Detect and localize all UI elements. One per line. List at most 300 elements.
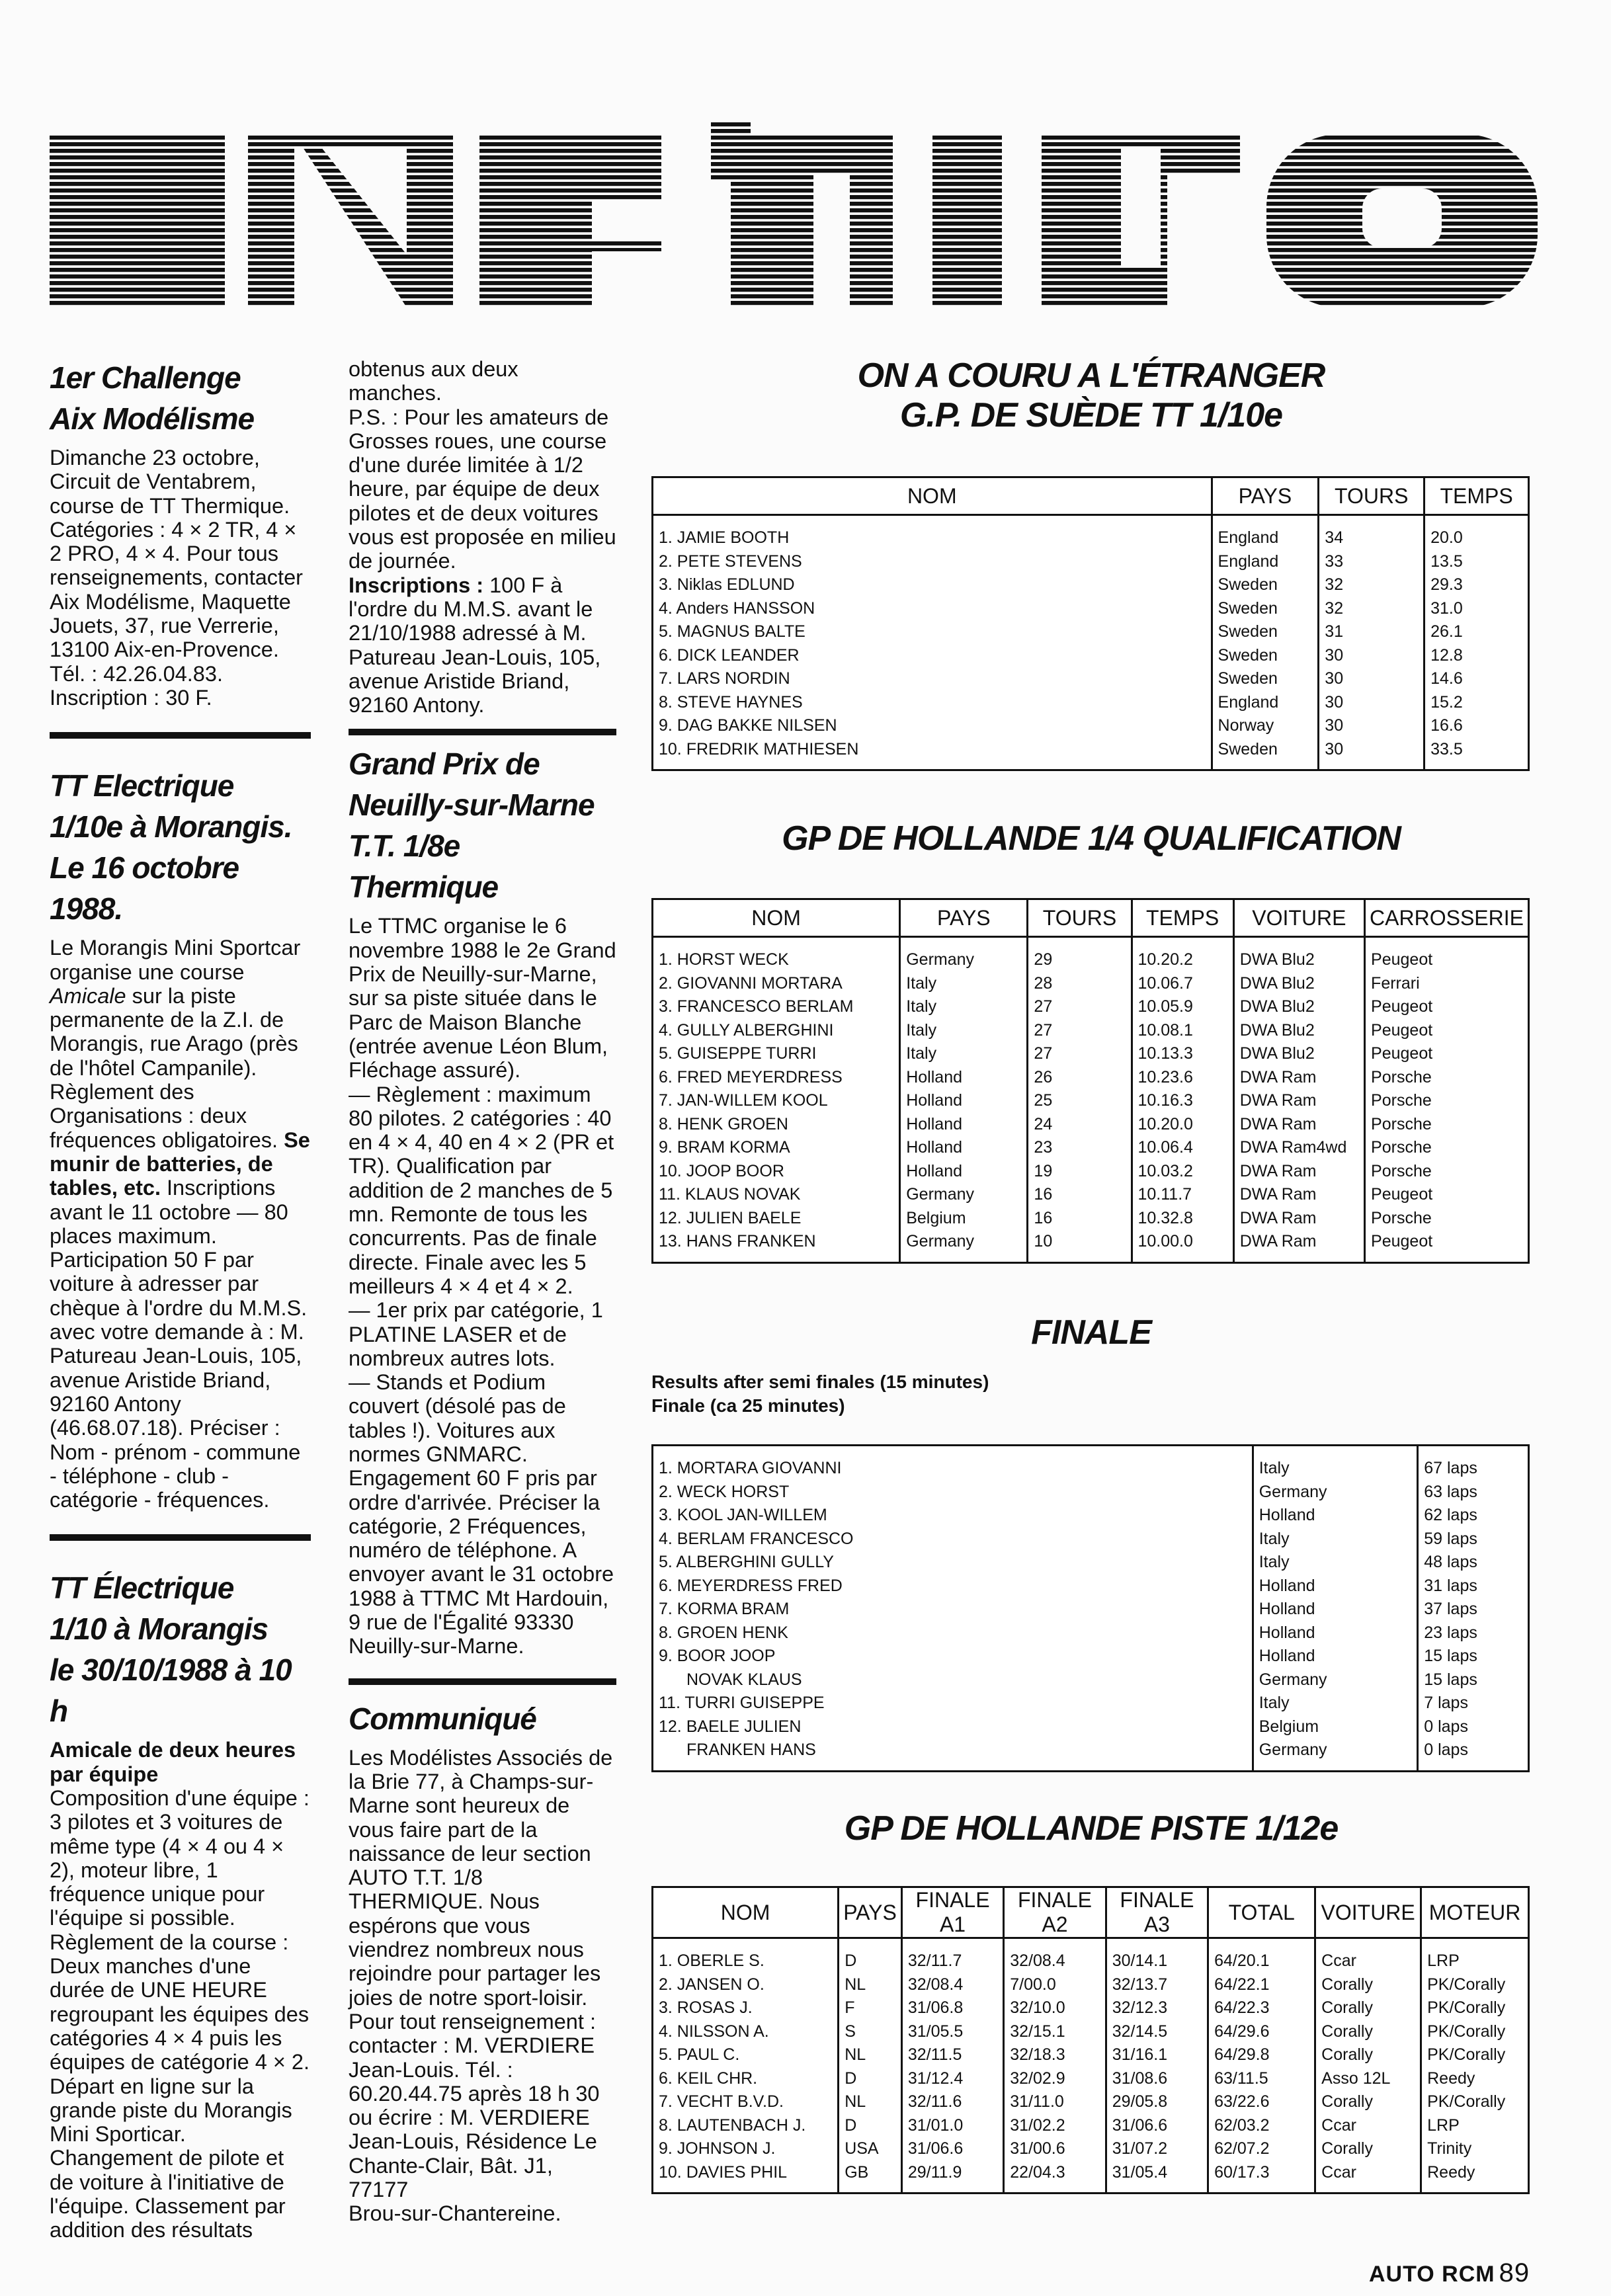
table-cell: 10.32.8 — [1132, 1207, 1233, 1231]
table-row — [653, 620, 1529, 644]
table-cell: 32/10.0 — [1004, 1996, 1106, 2020]
table-cell: 31/02.2 — [1004, 2114, 1106, 2138]
table-cell: Asso 12L — [1315, 2067, 1421, 2091]
table-row — [653, 714, 1529, 738]
table-cell: 6. DICK LEANDER — [659, 645, 800, 665]
table-cell: Germany — [1253, 1481, 1418, 1504]
table-row — [653, 1739, 1529, 1771]
column-header: TOURS — [1028, 899, 1132, 937]
table-cell: 10. JOOP BOOR — [659, 1161, 784, 1180]
table-cell: 14.6 — [1425, 667, 1529, 691]
table-row — [653, 1621, 1529, 1645]
table-cell: DWA Ram — [1233, 1230, 1364, 1262]
table-cell: 10 — [1028, 1230, 1132, 1262]
title-line: Neuilly-sur-Marne — [349, 788, 595, 823]
table-cell: Peugeot — [1365, 1230, 1529, 1262]
table-cell: Belgium — [900, 1207, 1028, 1231]
table-cell: 6. MEYERDRESS FRED — [659, 1576, 843, 1595]
table-cell: Holland — [900, 1066, 1028, 1090]
table-cell: 5. GUISEPPE TURRI — [659, 1044, 817, 1063]
table-cell: 5. MAGNUS BALTE — [659, 622, 806, 641]
table-cell: 4. NILSSON A. — [659, 2022, 769, 2041]
suede-section — [651, 356, 1531, 435]
table-row — [653, 1019, 1529, 1043]
table-cell: 10.06.4 — [1132, 1136, 1233, 1160]
table-cell: 9. BRAM KORMA — [659, 1138, 790, 1157]
table-cell: 3. FRANCESCO BERLAM — [659, 997, 854, 1016]
title-line: ON A COURU A L'ÉTRANGER — [857, 356, 1325, 395]
table-cell: 64/20.1 — [1208, 1938, 1315, 1973]
table-cell: Germany — [900, 1183, 1028, 1207]
table-cell: 8. STEVE HAYNES — [659, 692, 803, 712]
table-cell: PK/Corally — [1421, 2020, 1529, 2044]
table-cell: 10.23.6 — [1132, 1066, 1233, 1090]
article-title — [50, 1567, 311, 1731]
table-cell: 6. KEIL CHR. — [659, 2069, 758, 2088]
table-cell: DWA Ram — [1233, 1160, 1364, 1184]
table-cell: 60/17.3 — [1208, 2161, 1315, 2194]
table-cell: 9. DAG BAKKE NILSEN — [659, 716, 837, 735]
table-cell: 32/15.1 — [1004, 2020, 1106, 2044]
table-row — [653, 1551, 1529, 1575]
table-cell: Sweden — [1212, 597, 1319, 621]
section-title: GP DE HOLLANDE 1/4 QUALIFICATION — [782, 819, 1401, 858]
table-cell: DWA Blu2 — [1233, 1019, 1364, 1043]
table-cell: Holland — [900, 1136, 1028, 1160]
table-row — [653, 1042, 1529, 1066]
table-row — [653, 1113, 1529, 1137]
title-line: Aix Modélisme — [50, 401, 255, 436]
table-cell: 13. HANS FRANKEN — [659, 1232, 816, 1250]
table-cell: 10.03.2 — [1132, 1160, 1233, 1184]
table-cell: 32/08.4 — [1004, 1938, 1106, 1973]
table-cell: PK/Corally — [1421, 1973, 1529, 1997]
table-cell: 2. PETE STEVENS — [659, 552, 802, 571]
table-cell: Germany — [1253, 1739, 1418, 1771]
table-cell: Porsche — [1365, 1113, 1529, 1137]
table-cell: Germany — [1253, 1668, 1418, 1692]
article-communique — [349, 1698, 616, 2226]
table-row — [653, 1504, 1529, 1528]
table-cell: 31/06.6 — [1106, 2114, 1208, 2138]
section-divider — [349, 1678, 616, 1685]
table-row — [653, 597, 1529, 621]
hollande-qualif-section — [651, 819, 1531, 858]
table-cell: DWA Blu2 — [1233, 937, 1364, 972]
table-cell: DWA Ram4wd — [1233, 1136, 1364, 1160]
table-cell: 10.16.3 — [1132, 1089, 1233, 1113]
table-cell: 64/29.8 — [1208, 2043, 1315, 2067]
table-cell: 4. GULLY ALBERGHINI — [659, 1020, 834, 1040]
table-cell: 15 laps — [1418, 1668, 1529, 1692]
table-cell: 1. MORTARA GIOVANNI — [659, 1459, 842, 1477]
piste-section — [651, 1809, 1531, 1848]
column-header: NOM — [653, 899, 900, 937]
body-bold: Se munir de batteries, de tables, etc. — [50, 1128, 310, 1200]
table-cell: Ccar — [1315, 2161, 1421, 2194]
table-row — [653, 1183, 1529, 1207]
article-challenge-aix — [50, 357, 311, 710]
table-cell: LRP — [1421, 1938, 1529, 1973]
table-cell: Porsche — [1365, 1136, 1529, 1160]
table-cell: 7. LARS NORDIN — [659, 669, 790, 688]
column-middle — [349, 357, 616, 2226]
title-line: 1er Challenge — [50, 360, 241, 395]
table-cell: Sweden — [1212, 644, 1319, 668]
table-cell: 8. GROEN HENK — [659, 1623, 788, 1642]
table-row — [653, 2020, 1529, 2044]
table-row — [653, 2043, 1529, 2067]
table-cell: 37 laps — [1418, 1598, 1529, 1621]
table-cell: 59 laps — [1418, 1528, 1529, 1551]
table-cell: 27 — [1028, 995, 1132, 1019]
table-row — [653, 2137, 1529, 2161]
table-cell: 3. KOOL JAN-WILLEM — [659, 1506, 827, 1524]
table-cell: 1. OBERLE S. — [659, 1951, 764, 1970]
article-gp-neuilly — [349, 743, 616, 1658]
table-cell: Corally — [1315, 1996, 1421, 2020]
table-cell: DWA Ram — [1233, 1207, 1364, 1231]
table-cell: Porsche — [1365, 1207, 1529, 1231]
table-cell: NL — [839, 2090, 902, 2114]
column-header: TEMPS — [1132, 899, 1233, 937]
suede-results-table — [651, 476, 1530, 771]
table-cell: 48 laps — [1418, 1551, 1529, 1575]
body-text: obtenus aux deux manches. P.S. : Pour les amateurs de Grosses roues, une course d'une durée limitée à 1/2 heure, par équipe de deux pilotes et de deux voitures vous est proposée en milieu de journée. — [349, 357, 616, 573]
table-cell: 31 — [1319, 620, 1425, 644]
column-header: TEMPS — [1425, 477, 1529, 515]
column-header: VOITURE — [1315, 1887, 1421, 1938]
table-row — [653, 937, 1529, 972]
table-row — [653, 2090, 1529, 2114]
table-cell: 23 laps — [1418, 1621, 1529, 1645]
table-cell: Holland — [1253, 1645, 1418, 1668]
table-cell: Italy — [1253, 1551, 1418, 1575]
body-bold: Inscriptions : — [349, 573, 484, 597]
article-body: Composition d'une équipe : 3 pilotes et 3 voitures de même type (4 × 4 ou 4 × 2), moteur libre, 1 fréquence unique pour l'équipe si possible. Règlement de la course : Deux manches d'une durée de UNE HEURE regroupant les équipes des catégories 4 × 4 puis les équipes de catégorie 4 × 2. Départ en ligne sur la grande piste du Morangis Mini Sporticar. Changement de pilote et de voiture à l'initiative de l'équipe. Classement par addition des résultats — [50, 1785, 310, 2242]
title-line: TT Électrique — [50, 1571, 234, 1606]
table-cell: Corally — [1315, 2043, 1421, 2067]
table-cell: England — [1212, 691, 1319, 715]
table-row — [653, 995, 1529, 1019]
table-cell: 10.13.3 — [1132, 1042, 1233, 1066]
table-cell: 10. DAVIES PHIL — [659, 2162, 788, 2182]
body-emphasis: Amicale — [50, 983, 126, 1008]
table-cell: 31 laps — [1418, 1575, 1529, 1598]
table-cell: Porsche — [1365, 1160, 1529, 1184]
table-header-row — [653, 1887, 1529, 1938]
table-cell: Italy — [900, 995, 1028, 1019]
table-cell: Italy — [900, 972, 1028, 996]
table-cell: Belgium — [1253, 1715, 1418, 1739]
table-row — [653, 1973, 1529, 1997]
table-cell: 31/01.0 — [901, 2114, 1003, 2138]
table-cell: 34 — [1319, 515, 1425, 550]
table-cell: 62 laps — [1418, 1504, 1529, 1528]
section-divider — [50, 1534, 311, 1541]
table-cell: 23 — [1028, 1136, 1132, 1160]
table-cell: 25 — [1028, 1089, 1132, 1113]
finale-section — [651, 1313, 1531, 1352]
table-cell: Holland — [900, 1160, 1028, 1184]
table-cell: Holland — [1253, 1575, 1418, 1598]
table-cell: 7. JAN-WILLEM KOOL — [659, 1091, 828, 1110]
table-cell: Trinity — [1421, 2137, 1529, 2161]
article-body-continued — [349, 357, 616, 717]
table-cell: NOVAK KLAUS — [686, 1670, 802, 1689]
section-divider — [50, 732, 311, 739]
title-line: Grand Prix de — [349, 747, 540, 782]
article-subtitle: Amicale de deux heures par équipe — [50, 1738, 296, 1786]
table-cell: 4. Anders HANSSON — [659, 598, 815, 618]
table-row — [653, 1446, 1529, 1481]
table-row — [653, 515, 1529, 550]
table-cell: Holland — [900, 1089, 1028, 1113]
table-cell: Italy — [1253, 1692, 1418, 1715]
infauto-logo — [50, 122, 1538, 321]
table-cell: 32/02.9 — [1004, 2067, 1106, 2091]
table-row — [653, 1668, 1529, 1692]
table-cell: Norway — [1212, 714, 1319, 738]
table-cell: PK/Corally — [1421, 2090, 1529, 2114]
table-cell: 3. ROSAS J. — [659, 1998, 753, 2017]
table-row — [653, 2067, 1529, 2091]
table-cell: 32/11.5 — [901, 2043, 1003, 2067]
table-cell: 8. HENK GROEN — [659, 1114, 788, 1133]
table-cell: 62/03.2 — [1208, 2114, 1315, 2138]
table-cell: 30 — [1319, 691, 1425, 715]
table-cell: 2. JANSEN O. — [659, 1975, 764, 1994]
article-tt-electrique-30oct — [50, 1567, 311, 2242]
body-text: Le Morangis Mini Sportcar organise une course — [50, 936, 301, 984]
table-row — [653, 1692, 1529, 1715]
article-title — [50, 765, 311, 929]
table-cell: 10.05.9 — [1132, 995, 1233, 1019]
table-cell: NL — [839, 2043, 902, 2067]
section-divider — [349, 729, 616, 735]
table-cell: 10.20.0 — [1132, 1113, 1233, 1137]
finale-note: Finale (ca 25 minutes) — [651, 1395, 845, 1416]
table-cell: 26.1 — [1425, 620, 1529, 644]
finale-note: Results after semi finales (15 minutes) — [651, 1372, 989, 1392]
table-cell: 64/29.6 — [1208, 2020, 1315, 2044]
table-cell: DWA Blu2 — [1233, 1042, 1364, 1066]
article-title — [349, 743, 616, 907]
table-cell: 31/11.0 — [1004, 2090, 1106, 2114]
table-row — [653, 1230, 1529, 1262]
table-cell: 10. FREDRIK MATHIESEN — [659, 739, 859, 758]
table-cell: 15.2 — [1425, 691, 1529, 715]
table-cell: D — [839, 2114, 902, 2138]
table-cell: Corally — [1315, 2090, 1421, 2114]
column-left — [50, 357, 311, 2242]
column-header: FINALE A3 — [1106, 1887, 1208, 1938]
table-cell: 32/11.6 — [901, 2090, 1003, 2114]
article-body: Les Modélistes Associés de la Brie 77, à Champs-sur-Marne sont heureux de vous faire part de la naissance de leur section AUTO T.T. 1/8 THERMIQUE. Nous espérons que vous viendrez nombreux nous rejoindre pour partager les joies de notre sport-loisir. Pour tout renseignement : contacter : M. VERDIERE Jean-Louis. Tél. : 60.20.44.75 après 18 h 30 ou écrire : M. VERDIERE Jean-Louis, Résidence Le Chante-Clair, Bât. J1, 77177 Brou-sur-Chantereine. — [349, 1745, 613, 2226]
table-cell: Holland — [1253, 1504, 1418, 1528]
section-title: GP DE HOLLANDE PISTE 1/12e — [844, 1809, 1339, 1848]
table-cell: 63/11.5 — [1208, 2067, 1315, 2091]
table-cell: 28 — [1028, 972, 1132, 996]
table-cell: 7 laps — [1418, 1692, 1529, 1715]
table-cell: 7. KORMA BRAM — [659, 1600, 790, 1618]
table-row — [653, 1528, 1529, 1551]
table-row — [653, 1207, 1529, 1231]
table-cell: Holland — [1253, 1598, 1418, 1621]
table-cell: 31/06.8 — [901, 1996, 1003, 2020]
table-cell: Ccar — [1315, 2114, 1421, 2138]
table-cell: NL — [839, 1973, 902, 1997]
table-cell: 10.08.1 — [1132, 1019, 1233, 1043]
table-cell: D — [839, 1938, 902, 1973]
table-cell: 32/08.4 — [901, 1973, 1003, 1997]
table-cell: Corally — [1315, 2137, 1421, 2161]
table-cell: Ccar — [1315, 1938, 1421, 1973]
table-cell: 9. BOOR JOOP — [659, 1647, 776, 1665]
table-cell: 31/16.1 — [1106, 2043, 1208, 2067]
section-title: FINALE — [1031, 1313, 1151, 1352]
body-text: 100 F à l'ordre du M.M.S. avant le 21/10/1988 adressé à M. Patureau Jean-Louis, 105, avenue Aristide Briand, 92160 Antony. — [349, 573, 601, 718]
finale-notes — [651, 1370, 989, 1418]
table-cell: 2. WECK HORST — [659, 1482, 790, 1501]
table-cell: Sweden — [1212, 667, 1319, 691]
table-cell: FRANKEN HANS — [686, 1741, 816, 1759]
table-cell: 4. BERLAM FRANCESCO — [659, 1529, 854, 1548]
column-header: PAYS — [839, 1887, 902, 1938]
column-header: PAYS — [1212, 477, 1319, 515]
page-footer — [1369, 2258, 1530, 2288]
table-cell: 32/18.3 — [1004, 2043, 1106, 2067]
table-cell: 32 — [1319, 597, 1425, 621]
column-header: VOITURE — [1233, 899, 1364, 937]
table-row — [653, 1645, 1529, 1668]
table-cell: Porsche — [1365, 1089, 1529, 1113]
column-header: FINALE A2 — [1004, 1887, 1106, 1938]
table-cell: 31/12.4 — [901, 2067, 1003, 2091]
table-row — [653, 738, 1529, 770]
title-line: 1/10e à Morangis. — [50, 809, 292, 844]
column-header: NOM — [653, 477, 1212, 515]
table-cell: DWA Ram — [1233, 1113, 1364, 1137]
table-cell: Italy — [900, 1019, 1028, 1043]
column-header: PAYS — [900, 899, 1028, 937]
table-cell: 29 — [1028, 937, 1132, 972]
column-header: TOURS — [1319, 477, 1425, 515]
table-cell: 10.20.2 — [1132, 937, 1233, 972]
table-cell: Peugeot — [1365, 995, 1529, 1019]
table-row — [653, 1136, 1529, 1160]
table-cell: GB — [839, 2161, 902, 2194]
table-cell: 12.8 — [1425, 644, 1529, 668]
table-cell: Italy — [1253, 1446, 1418, 1481]
table-cell: 31/05.5 — [901, 2020, 1003, 2044]
table-cell: PK/Corally — [1421, 1996, 1529, 2020]
table-cell: Sweden — [1212, 738, 1319, 770]
hollande-qualif-table — [651, 898, 1530, 1264]
table-cell: Holland — [1253, 1621, 1418, 1645]
table-cell: 13.5 — [1425, 550, 1529, 574]
table-row — [653, 644, 1529, 668]
table-row — [653, 550, 1529, 574]
table-row — [653, 1715, 1529, 1739]
table-cell: S — [839, 2020, 902, 2044]
table-row — [653, 573, 1529, 597]
table-cell: Italy — [1253, 1528, 1418, 1551]
table-cell: 3. Niklas EDLUND — [659, 575, 795, 594]
table-cell: 10.00.0 — [1132, 1230, 1233, 1262]
table-cell: Reedy — [1421, 2067, 1529, 2091]
table-row — [653, 2161, 1529, 2194]
section-title — [651, 356, 1531, 435]
finale-results-table — [651, 1444, 1530, 1772]
table-cell: 31/08.6 — [1106, 2067, 1208, 2091]
table-row — [653, 667, 1529, 691]
title-line: TT Electrique — [50, 768, 234, 803]
table-cell: 31/07.2 — [1106, 2137, 1208, 2161]
table-row — [653, 1598, 1529, 1621]
title-line: 1/10 à Morangis — [50, 1612, 268, 1647]
piste-results-table — [651, 1886, 1530, 2194]
table-cell: 31/05.4 — [1106, 2161, 1208, 2194]
table-cell: 33 — [1319, 550, 1425, 574]
table-cell: DWA Blu2 — [1233, 972, 1364, 996]
body-text: Inscriptions avant le 11 octobre — 80 places maximum. Participation 50 F par voiture à adresser par chèque à l'ordre du M.M.S. avec votre demande à : M. Patureau Jean-Louis, 105, avenue Aristide Briand, 92160 Antony (46.68.07.18). Préciser : Nom - prénom - commune - téléphone - club - catégorie - fréquences. — [50, 1176, 308, 1512]
table-cell: DWA Ram — [1233, 1066, 1364, 1090]
table-cell: 62/07.2 — [1208, 2137, 1315, 2161]
table-cell: 30 — [1319, 667, 1425, 691]
title-line: T.T. 1/8e Thermique — [349, 829, 499, 905]
table-cell: 29/05.8 — [1106, 2090, 1208, 2114]
table-cell: DWA Blu2 — [1233, 995, 1364, 1019]
table-cell: Holland — [900, 1113, 1028, 1137]
table-cell: 64/22.1 — [1208, 1973, 1315, 1997]
table-row — [653, 1938, 1529, 1973]
table-cell: 31/06.6 — [901, 2137, 1003, 2161]
table-cell: 24 — [1028, 1113, 1132, 1137]
table-row — [653, 1089, 1529, 1113]
column-header: MOTEUR — [1421, 1887, 1529, 1938]
table-cell: DWA Ram — [1233, 1183, 1364, 1207]
table-cell: 6. FRED MEYERDRESS — [659, 1067, 843, 1086]
table-row — [653, 972, 1529, 996]
table-cell: USA — [839, 2137, 902, 2161]
table-cell: 15 laps — [1418, 1645, 1529, 1668]
table-cell: 16 — [1028, 1207, 1132, 1231]
table-cell: 30 — [1319, 714, 1425, 738]
table-row — [653, 1996, 1529, 2020]
table-cell: 16 — [1028, 1183, 1132, 1207]
title-line: le 30/10/1988 à 10 h — [50, 1653, 292, 1729]
table-cell: 12. JULIEN BAELE — [659, 1208, 802, 1227]
article-tt-electrique-16oct — [50, 765, 311, 1512]
table-cell: 1. JAMIE BOOTH — [659, 528, 790, 547]
table-cell: 31.0 — [1425, 597, 1529, 621]
column-header: NOM — [653, 1887, 839, 1938]
table-cell: Peugeot — [1365, 937, 1529, 972]
magazine-name: AUTO RCM — [1369, 2262, 1495, 2287]
table-cell: Porsche — [1365, 1066, 1529, 1090]
table-cell: Peugeot — [1365, 1183, 1529, 1207]
table-cell: 22/04.3 — [1004, 2161, 1106, 2194]
table-row — [653, 1160, 1529, 1184]
table-cell: 19 — [1028, 1160, 1132, 1184]
table-cell: 11. TURRI GUISEPPE — [659, 1694, 825, 1712]
table-cell: Italy — [900, 1042, 1028, 1066]
table-cell: 8. LAUTENBACH J. — [659, 2115, 806, 2135]
article-title: Communiqué — [349, 1701, 536, 1736]
table-cell: 2. GIOVANNI MORTARA — [659, 973, 843, 993]
table-cell: 30/14.1 — [1106, 1938, 1208, 1973]
